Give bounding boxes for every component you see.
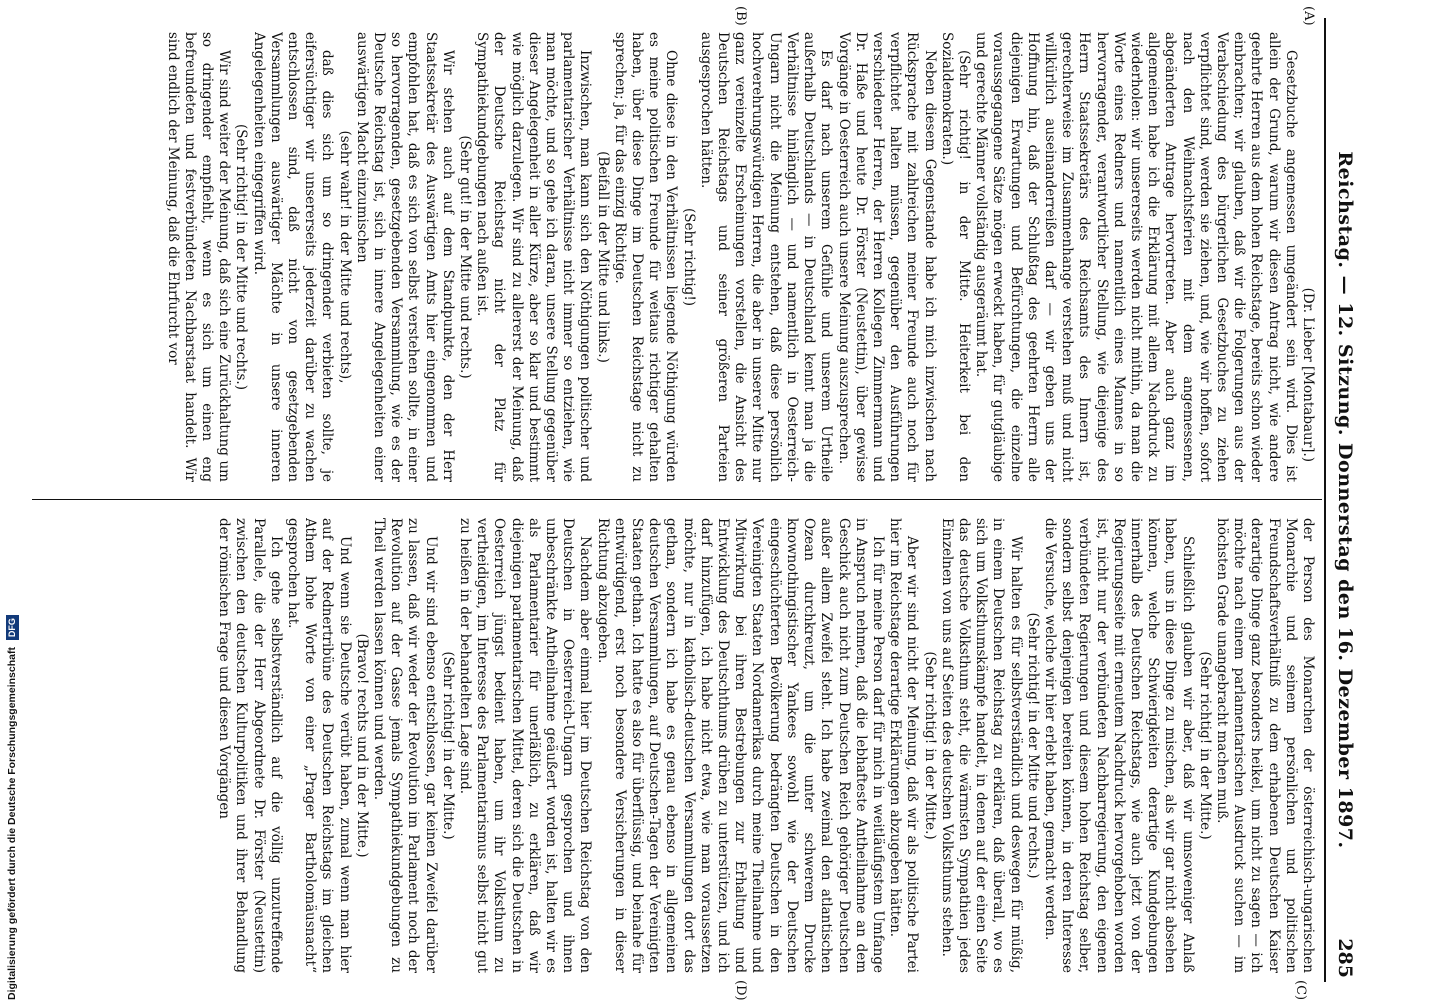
left-column [36, 32, 1316, 482]
paragraph: Ich für meine Person darf für mich in weitläufigstem Umfange in Anspruch nehmen, daß die lebhafteste Antheilnahme an dem Geschick auch nicht zum Deutschen Reich gehöriger Deutschen außer allem Zweifel steht. Ich habe zweimal den atlantischen Ozean durchkreuzt, um die unter schwerem Drucke knownothingistischer Yankees sowohl wie der Deutschen eingeschüchterten Bevölkerung bedrängten Deutschen in den Vereinigten Staaten Nordamerikas durch meine Theilnahme und Mitwirkung bei ihren Bestrebungen zur Erhaltung und Entwicklung des Deutschthums drüben zu unterstützen, und ich darf hinzufügen, ich habe nicht etwa, wie man voraussetzen möchte, nur in katholisch-deutschen Versammlungen dort das gethan, sondern ich habe es genau ebenso in allgemeinen deutschen Versammlungen, auf Deutschen-Tagen der Vereinigten Staaten gethan. Ich hatte es also für überflüssig, und beinahe für entwürdigend, erst noch besondere Versicherungen in dieser Richtung abzugeben. [594, 518, 886, 973]
paragraph: Und wenn sie Deutsche verübt haben, zumal wenn man hier auf der Rednertribüne des Deutschen Reichstags im gleichen Athem hohe Worte von einer „Prager Bartholomäusnacht“ gesprochen hat. [285, 518, 353, 973]
column-divider [32, 499, 1322, 500]
page-number: 285 [1334, 938, 1356, 978]
paragraph: Wir halten es für selbstverständlich und deswegen für müßig, in einem Deutschen Reichstag zu erklären, daß überall, wo es sich um Volksthumskämpfe handelt, in denen auf der einen Seite das deutsche Volksthum steht, die wärmsten Sympathien jedes Einzelnen von uns auf Seiten des deutschen Volksthums stehen. [938, 518, 1024, 973]
paragraph: Inzwischen, man kann sich den Nöthigungen politischer und parlamentarischer Verhältnisse nicht immer so entziehen, wie man möchte, und so gehe ich daran, unsere Stellung gegenüber dieser Angelegenheit in aller Kürze, aber so klar und bestimmt wie möglich darzulegen. Wir sind zu allererst der Meinung, daß der Deutsche Reichstag nicht der Platz für Sympathiekundgebungen nach außen ist. [474, 32, 594, 482]
rotated-page-content [28, 0, 1368, 1000]
margin-marker-a: (A) [1301, 6, 1316, 26]
credit-text: Digitalisierung gefördert durch die Deutsche Forschungsgemeinschaft [6, 647, 18, 1000]
paragraph: (Sehr richtig! in der Mitte und rechts.) [1024, 612, 1041, 879]
header-rule [1324, 18, 1326, 982]
paragraph: daß dies sich um so dringender verbieten sollte, je eifersüchtiger wir unsererseits jederzeit darüber zu wachen entschlossen sind, daß nicht von gesetzgebenden Versammlungen auswärtiger Mächte in unsere inneren Angelegenheiten eingegriffen wird. [250, 32, 336, 482]
paragraph: Es darf nach unserem Gefühle und unserem Urtheile außerhalb Deutschlands — in Deutschland kennt man ja die Verhältnisse hinlänglich — und namentlich in Oesterreich-Ungarn nicht die Meinung entstehen, daß diese persönlich hochverehrungswürdigen Herren, die aber in unserer Mitte nur ganz vereinzelte Erscheinungen vorstellen, die Ansicht des Deutschen Reichstags und seiner größeren Parteien ausgesprochen hätten. [697, 32, 835, 482]
right-column [36, 518, 1316, 973]
paragraph: (Bravo! rechts und in der Mitte.) [353, 633, 370, 858]
running-header [1328, 0, 1362, 1000]
paragraph: Aber wir sind nicht der Meinung, daß wir als politische Partei hier im Reichstage derartige Erklärungen abzugeben hätten. [887, 518, 921, 973]
dfg-logo: DFG [6, 615, 19, 640]
margin-marker-c: (C) [1293, 980, 1308, 1001]
paragraph: (Sehr gut! in der Mitte und rechts.) [457, 135, 474, 379]
paragraph: (Sehr richtig! in der Mitte.) [439, 651, 456, 840]
paragraph: (sehr wahr! in der Mitte und rechts), [336, 130, 353, 384]
digitization-credit [2, 0, 22, 1000]
paragraph: Wir stehen auch auf dem Standpunkte, den der Herr Staatssekretär des Auswärtigen Amts hier eingenommen und empfohlen hat, daß es sich von selbst verstehen sollte, in einer so hervorragenden, gesetzgebenden Versammlung, wie es der Deutsche Reichstag ist, sich in innere Angelegenheiten einer auswärtigen Macht einzumischen [353, 32, 456, 482]
paragraph: Gesetzbuche angemessen umgeändert sein wird. Dies ist allein der Grund, warum wir diesen Antrag nicht, wie andere geehrte Herren aus dem hohen Reichstage, bereits schon wieder einbrachten; wir glauben, daß wir die Folgerungen aus der Verabschiedung des bürgerlichen Gesetzbuches zu ziehen verpflichtet sind, werden sie ziehen, und, wie wir hoffen, sofort nach den Weihnachtsferien mit dem angemessenen, abgeänderten Antrage hervortreten. Aber auch ganz im allgemeinen habe ich die Erklärung mit allem Nachdruck zu wiederholen: wir unsererseits werden nicht mithin, da man die Worte eines Redners und namentlich eines Mannes in so hervorragender, verantwortlicher Stellung, wie diejenige des Herrn Staatssekretärs des Reichsamts des Innern ist, gerechterweise im Zusammenhange verstehen muß und nicht willkürlich auseinanderreißen darf — wir geben uns der Hoffnung hin, daß der Schlußtag des geehrten Herrn alle diejenigen Erwartungen und Befürchtungen, die einzelne voraussgegangene Sätze mögen erweckt haben, für gutgläubige und gerechte Männer vollständig ausgeräumt hat. [973, 32, 1299, 482]
paragraph: der Person des Monarchen der österreichisch-ungarischen Monarchie und seinem persönlichen und politischen Freundschaftsverhältniß zu dem erhabenen Deutschen Kaiser derartige Dinge ganz besonders heikel, um nicht zu sagen — ich möchte nach einem parlamentarischen Ausdruck suchen — im höchsten Grade unangebracht machen muß. [1213, 518, 1316, 973]
paragraph: (Beifall in der Mitte und links.) [594, 151, 611, 363]
paragraph: (Sehr richtig! in der Mitte.) [1196, 651, 1213, 840]
paragraph: (Sehr richtig! in der Mitte und rechts.) [233, 124, 250, 390]
paragraph: (Sehr richtig! in der Mitte. Heiterkeit bei den Sozialdemokraten.) [938, 32, 972, 482]
paragraph: Und wir sind ebenso entschlossen, gar keinen Zweifel darüber zu lassen, daß wir weder der Revolution im Parlament noch der Revolution auf der Gasse jemals Sympathiekundgebungen zu Theil werden lassen können und werden. [371, 518, 439, 973]
paragraph: Neben diesem Gegenstande habe ich mich inzwischen nach Rücksprache mit zahlreichen meiner Freunde auch noch für verpflichtet halten müssen, gegenüber den Ausführungen verschiedener Herren, der Herren Kollegen Zimmermann und Dr. Haße und heute Dr. Förster (Neustettin), über gewisse Vorgänge in Oesterreich auch unsere Meinung auszusprechen. [835, 32, 938, 482]
paragraph: (Sehr richtig! in der Mitte.) [921, 651, 938, 840]
paragraph: Wir sind weiter der Meinung, daß sich eine Zurückhaltung um so dringender empfiehlt, wenn es sich um einen eng befreundeten und festverbündeten Nachbarstaat handelt. Wir sind endlich der Meinung, daß die Ehrfurcht vor [164, 32, 233, 482]
paragraph: Schließlich glauben wir aber, daß wir umsoweniger Anlaß haben, uns in diese Dinge zu mischen, als wir gar nicht absehen können, welche Schwierigkeiten derartige Kundgebungen innerhalb des Deutschen Reichstags, wie auch jetzt von der Regierungsseite mit erneutem Nachdruck hervorgehoben worden ist, nicht nur der verbündeten Nachbarregierung, den eigenen verbündeten Regierungen und diesem hohen Reichstag selber, sondern selbst denjenigen bereiten können, in deren Interesse die Versuche, welche wir hier erlebt haben, gemacht werden. [1041, 518, 1196, 973]
margin-marker-b: (B) [733, 6, 748, 26]
header-title: Reichstag. — 12. Sitzung. Donnerstag den 16. Dezember 1897. [1334, 151, 1356, 849]
paragraph: (Sehr richtig!) [680, 207, 697, 307]
margin-marker-d: (D) [733, 980, 748, 1001]
paragraph: Nachdem aber einmal hier im Deutschen Reichstag von den Deutschen in Oesterreich-Ungarn gesprochen und ihnen unbeschränkte Antheilnahme geäußert worden ist, halten wir es als Parlamentarier für unerläßlich, zu erklären, daß wir diejenigen parlamentarischen Mittel, deren sich die Deutschen in Oesterreich jüngst bedient haben, um ihr Volksthum zu vertheidigen, im Interesse des Parlamentarismus selbst nicht gut zu heißen in der behandelten Lage sind. [457, 518, 594, 973]
paragraph: Ich gehe selbstverständlich auf die völlig unzutreffende Parallele, die der Herr Abgeordnete Dr. Förster (Neustettin) zwischen den deutschen Kulturpolitiken und ihrer Behandlung der römischen Frage und diesen Vorgängen [216, 518, 284, 973]
paragraph: (Dr. Lieber [Montabaur].) [1300, 287, 1316, 462]
paragraph: Ohne diese in den Verhältnissen liegende Nöthigung würden es meine politischen Freunde für weitaus richtiger gehalten haben, über diese Dinge im Deutschen Reichstage nicht zu sprechen; ja, für das einzig Richtige. [611, 32, 680, 482]
